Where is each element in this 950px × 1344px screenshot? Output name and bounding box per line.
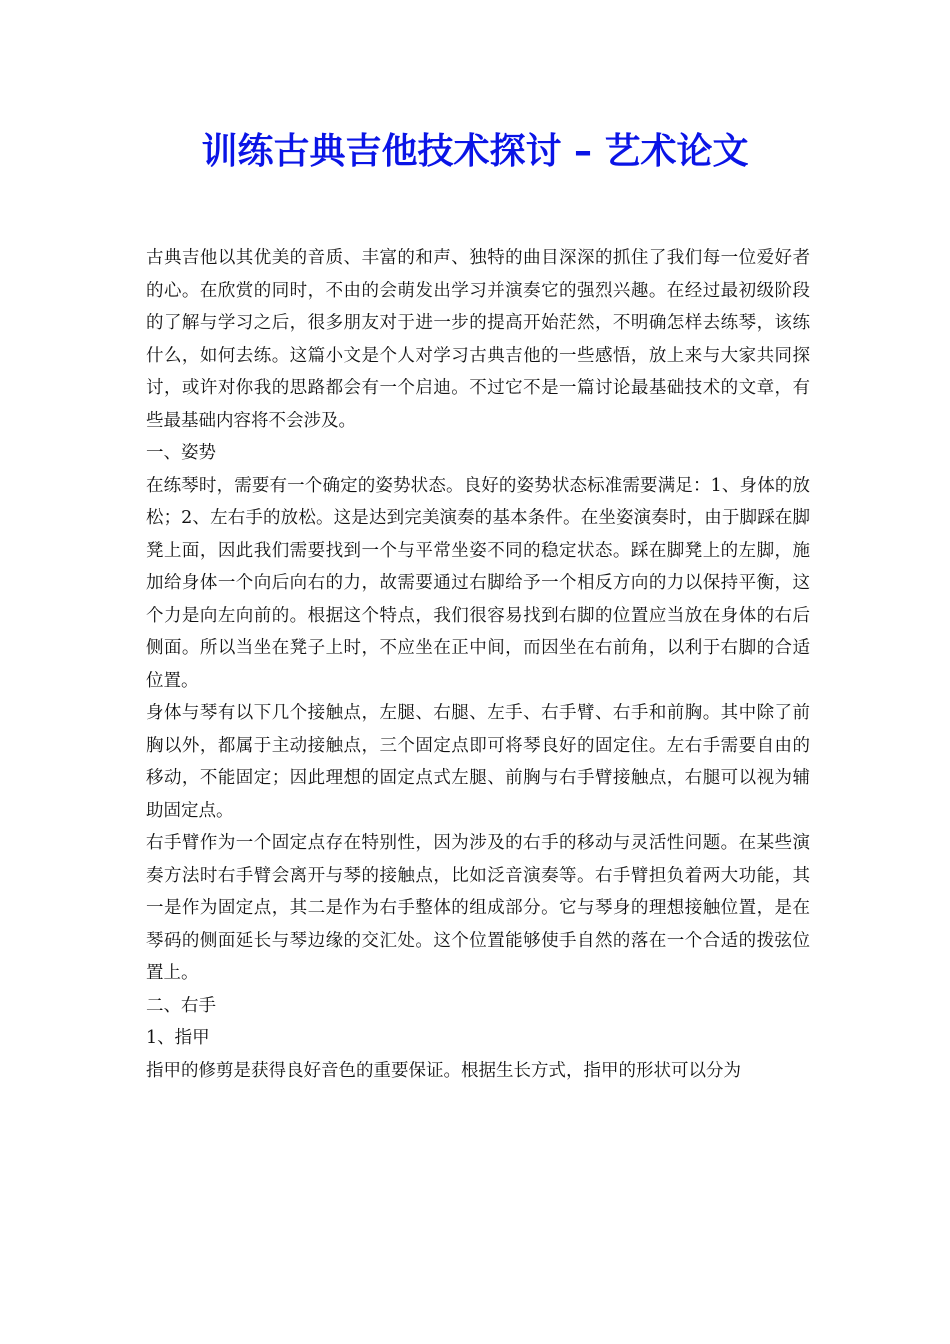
page-title: 训练古典吉他技术探讨 – 艺术论文	[201, 131, 749, 172]
section-heading-right-hand: 二、右手	[146, 995, 216, 1016]
intro-paragraph: 古典吉他以其优美的音质、丰富的和声、独特的曲目深深的抓住了我们每一位爱好者的心。在欣赏的同时，不由的会萌发出学习并演奏它的强烈兴趣。在经过最初级阶段的了解与学习之后，很多朋友对于进一步的提高开始茫然，不明确怎样去练琴，该练什么，如何去练。这篇小文是个人对学习古典吉他的一些感悟，放上来与大家共同探讨，或许对你我的思路都会有一个启迪。不过它不是一篇讨论最基础技术的文章，有些最基础内容将不会涉及。	[146, 248, 810, 431]
section-heading-posture: 一、姿势	[146, 443, 216, 463]
contact-points-paragraph: 身体与琴有以下几个接触点，左腿、右腿、左手、右手臂、右手和前胸。其中除了前胸以外，都属于主动接触点，三个固定点即可将琴良好的固定住。左右手需要自由的移动，不能固定；因此理想的固定点式左腿、前胸与右手臂接触点，右腿可以视为辅助固定点。	[146, 703, 810, 821]
right-arm-paragraph: 右手臂作为一个固定点存在特别性，因为涉及的右手的移动与灵活性问题。在某些演奏方法时右手臂会离开与琴的接触点，比如泛音演奏等。右手臂担负着两大功能，其一是作为固定点，其二是作为右手整体的组成部分。它与琴身的理想接触位置，是在琴码的侧面延长与琴边缘的交汇处。这个位置能够使手自然的落在一个合适的拨弦位置上。	[146, 833, 810, 983]
nails-paragraph: 指甲的修剪是获得良好音色的重要保证。根据生长方式，指甲的形状可以分为	[146, 1060, 741, 1081]
subsection-heading-nails: 1、指甲	[146, 1028, 210, 1048]
posture-paragraph: 在练琴时，需要有一个确定的姿势状态。良好的姿势状态标准需要满足：1、身体的放松；2、左右手的放松。这是达到完美演奏的基本条件。在坐姿演奏时，由于脚踩在脚凳上面，因此我们需要找到一个与平常坐姿不同的稳定状态。踩在脚凳上的左脚，施加给身体一个向后向右的力，故需要通过右脚给予一个相反方向的力以保持平衡，这个力是向左向前的。根据这个特点，我们很容易找到右脚的位置应当放在身体的右后侧面。所以当坐在凳子上时，不应坐在正中间，而因坐在右前角，以利于右脚的合适位置。	[146, 475, 810, 691]
article-body	[146, 242, 810, 1087]
